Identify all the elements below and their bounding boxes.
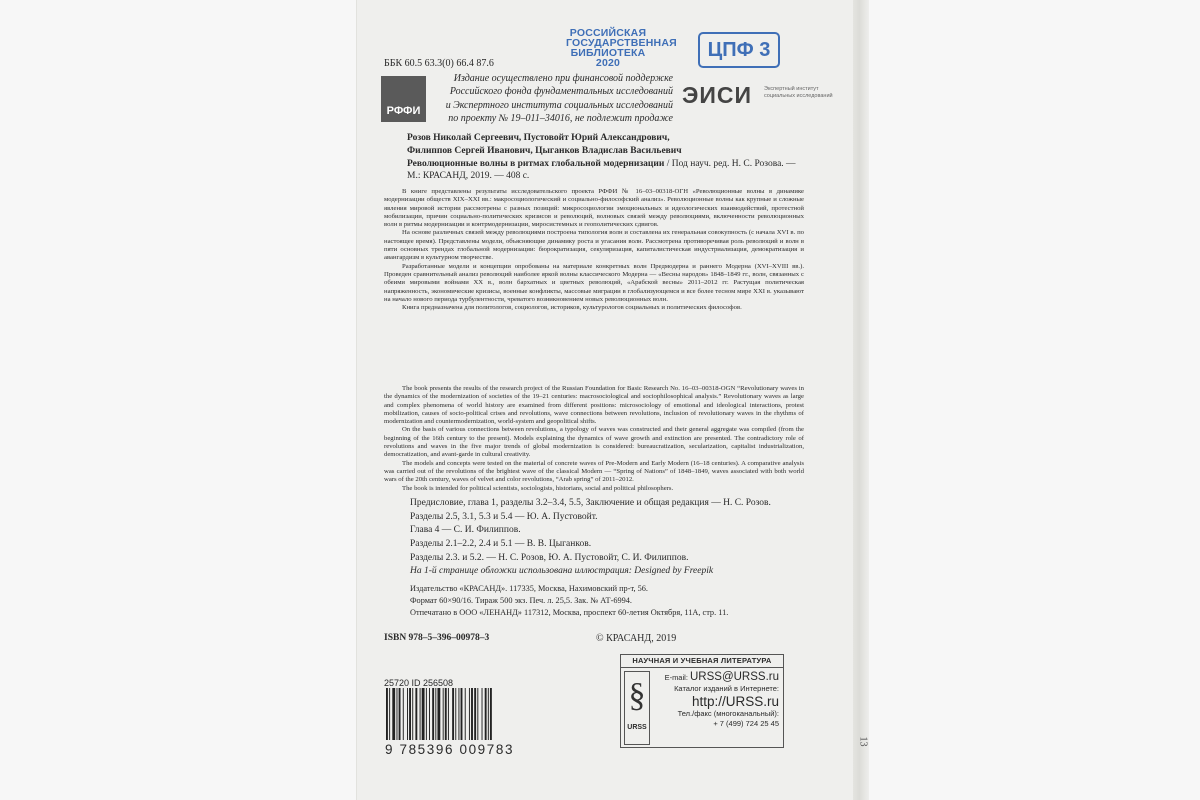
urss-logo-text: URSS xyxy=(627,724,647,731)
abstract-paragraph: Разработанные модели и концепции опробованы на материале конкретных волн Предмодерна и раннего Модерна (XVI–XVIII вв.). Проведен сравнительный анализ революций наиболее яркой волны классического Модерна — «Весны народов» 1848–1849 гг., волн, связанных с обеими мировыми войнами XX в., волн бархатных и цветных революций, «Арабской весны» 2011–2012 гг. Растущая политическая напряженность, экономические кризисы, военные конфликты, массовые миграции в глобализующемся и все более тесном мире XXI в. указывают на начало нового периода турбулентности, чреватого возникновением новых революционных волн. xyxy=(384,262,804,303)
credits xyxy=(410,497,810,566)
abstract-paragraph: The book presents the results of the research project of the Russian Foundation for Basic Research No. 16–03–00318-OGN “Revolutionary waves in the dynamics of the modernization of societies of the 19–21 centuries: macrosociological and sociophilosophical analysis.” Revolutionary waves as large and complex phenomena of world history are examined from different positions: microsociology of emotional and ideological interactions, protest mobilization, causes of socio-political crises and revolutions, wave connections between revolutions, inclusion of revolutionary waves in the rhythms of modernization and countermodernization, world-system and geopolitical shifts. xyxy=(384,385,804,426)
authors-line: Филиппов Сергей Иванович, Цыганков Владислав Васильевич xyxy=(407,146,682,156)
library-stamp-line: БИБЛИОТЕКА xyxy=(570,47,646,59)
barcode-image xyxy=(384,688,540,740)
credit-line: Предисловие, глава 1, разделы 3.2–3.4, 5.5, Заключение и общая редакция — Н. С. Розов. xyxy=(410,498,771,508)
library-stamp-line: ГОСУДАРСТВЕННАЯ xyxy=(566,37,677,49)
urss-logo xyxy=(624,671,650,745)
urss-header: НАУЧНАЯ И УЧЕБНАЯ ЛИТЕРАТУРА xyxy=(621,655,783,668)
cpf-stamp: ЦПФ 3 xyxy=(698,32,780,68)
rffi-logo: РФФИ xyxy=(381,76,426,122)
catalog-label: Каталог изданий в Интернете: xyxy=(674,684,779,693)
abstract-paragraph: On the basis of various connections between revolutions, a typology of waves was constructed and their general aggregate was compiled (from the beginning of the 16th century to the present). Models explaining the dynamics of wave growth and extinction are presented. The contradictory role of revolutions and waves in the five major trends of global modernization is considered: bureaucratization, secularization, capitalist industrialization, democratization, and avant-garde in cultural creativity. xyxy=(384,426,804,459)
email-value: URSS@URSS.ru xyxy=(690,671,779,683)
cover-note: На 1-й странице обложки использована иллюстрация: Designed by Freepik xyxy=(410,566,714,576)
book-title xyxy=(407,158,807,182)
paragraph-icon: § xyxy=(628,677,646,714)
publisher-line: Издательство «КРАСАНД». 117335, Москва, Нахимовский пр-т, 56. xyxy=(410,584,648,593)
credit-line: Разделы 2.1–2.2, 2.4 и 5.1 — В. В. Цыганков. xyxy=(410,539,592,550)
abstract-english xyxy=(384,385,804,493)
funding-note xyxy=(433,72,673,126)
email-label: E-mail: xyxy=(664,673,688,682)
funding-line: Издание осуществлено при финансовой поддержке xyxy=(453,73,673,84)
library-stamp-line: 2020 xyxy=(595,57,621,69)
edge-page-number: 13 xyxy=(857,736,869,747)
email-line xyxy=(651,671,779,684)
barcode-digits: 9 785396 009783 xyxy=(385,742,515,757)
library-stamp xyxy=(566,27,677,69)
copyright: © КРАСАНД, 2019 xyxy=(596,633,677,644)
isi-logo: ЭИСИ xyxy=(682,82,753,108)
abstract-paragraph: На основе различных связей между революциями построена типология волн и составлена их генеральная совокупность (с начала XVI в. по настоящее время). Представлены модели, объясняющие динамику роста и угасания волн. Рассмотрена противоречивая роль революций и волн в пяти основных трендах глобальной модернизации: бюрократизация, секуляризация, капиталистическая индустриализация, демократизация и авангардизм в культурном творчестве. xyxy=(384,229,804,262)
isi-subtitle: Экспертный институт социальных исследований xyxy=(764,86,833,99)
funding-line: Российского фонда фундаментальных исследований xyxy=(449,86,673,98)
publisher-line: Отпечатано в ООО «ЛЕНАНД» 117312, Москва, проспект 60-летия Октября, 11А, стр. 11. xyxy=(410,608,729,618)
library-stamp-line: РОССИЙСКАЯ xyxy=(569,27,647,39)
phone-value: + 7 (499) 724 25 45 xyxy=(713,719,779,728)
abstract-paragraph: В книге представлены результаты исследовательского проекта РФФИ № 16–03–00318-ОГН «Революционные волны в динамике модернизации обществ XIX–XXI вв.: макросоциологический и социально-философский анализ». Революционные волны как крупные и сложные явления мировой истории рассмотрены с разных позиций: микросоциологии эмоциональных и идеологических взаимодействий, протестной мобилизации, причин социально-политических кризисов и революций, волновых связей между революциями, включенности революционных волн в ритмы модернизации и контрмодернизации, миросистемных и геополитических сдвигов. xyxy=(384,188,804,229)
book-title-rest: / Под науч. ред. Н. С. Розова. — М.: КРАСАНД, 2019. — 408 с. xyxy=(407,159,796,181)
credit-line: Глава 4 — С. И. Филиппов. xyxy=(410,525,521,536)
barcode-id: 25720 ID 256508 xyxy=(384,678,454,688)
funding-line: и Экспертного института социальных исследований xyxy=(445,99,673,111)
abstract-paragraph: The models and concepts were tested on the material of concrete waves of Pre-Modern and Early Modern (16–18 centuries). A comparative analysis was carried out of the revolutions of the brightest wave of the classical Modern — “Spring of Nations” of 1848–1849, waves associated with both world wars of the 20th century, waves of velvet and color revolutions, “Arab spring” of 2011–2012. xyxy=(384,459,804,484)
publisher-line: Формат 60×90/16. Тираж 500 экз. Печ. л. 25,5. Зак. № АТ-6994. xyxy=(410,596,632,606)
authors xyxy=(407,132,807,158)
page-edge xyxy=(853,0,869,800)
book-title-bold: Революционные волны в ритмах глобальной модернизации xyxy=(407,159,665,169)
urss-info-box xyxy=(620,654,784,748)
phone-label: Тел./факс (многоканальный): xyxy=(677,709,779,718)
authors-line: Розов Николай Сергеевич, Пустовойт Юрий Александрович, xyxy=(407,133,670,143)
publisher-info xyxy=(410,583,830,620)
funding-line: по проекту № 19–011–34016, не подлежит продаже xyxy=(448,113,673,125)
abstract-paragraph: The book is intended for political scientists, sociologists, historians, social and political philosophers. xyxy=(402,484,674,492)
abstract-paragraph: Книга предназначена для политологов, социологов, историков, культурологов социальных и политических философов. xyxy=(402,304,742,312)
isbn: ISBN 978–5–396–00978–3 xyxy=(384,633,490,643)
bbk-code: ББК 60.5 63.3(0) 66.4 87.6 xyxy=(384,58,494,69)
urss-contacts xyxy=(651,671,779,729)
abstract-russian xyxy=(384,188,804,312)
catalog-url: http://URSS.ru xyxy=(691,694,779,709)
credit-line: Разделы 2.5, 3.1, 5.3 и 5.4 — Ю. А. Пустовойт. xyxy=(410,511,598,522)
credit-line: Разделы 2.3. и 5.2. — Н. С. Розов, Ю. А. Пустовойт, С. И. Филиппов. xyxy=(410,552,689,563)
